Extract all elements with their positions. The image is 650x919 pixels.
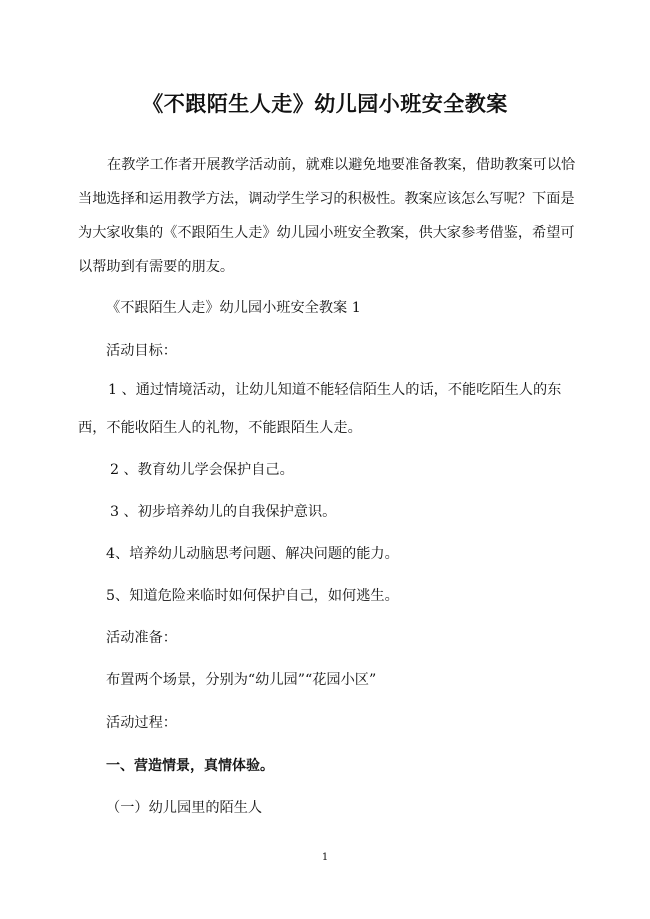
goal-item-3: 3 、初步培养幼儿的自我保护意识。	[110, 504, 337, 520]
prep-heading: 活动准备：	[106, 630, 177, 646]
intro-paragraph: 在教学工作者开展教学活动前，就难以避免地要准备教案，借助教案可以恰当地选择和运用教学方法，调动学生学习的积极性。教案应该怎么写呢？下面是为大家收集的《不跟陌生人走》幼儿园小班安全教案，供大家参考借鉴，希望可以帮助到有需要的朋友。	[78, 157, 576, 275]
subsection-heading-1: （一）幼儿园里的陌生人	[106, 800, 263, 816]
section-heading-1: 一、营造情景，真情体验。	[106, 758, 274, 774]
document-title: 《不跟陌生人走》幼儿园小班安全教案	[142, 92, 508, 116]
goals-heading: 活动目标：	[106, 343, 177, 359]
process-heading: 活动过程：	[106, 715, 177, 731]
plan-subtitle: 《不跟陌生人走》幼儿园小班安全教案 1	[106, 300, 361, 316]
goal-item-5: 5、知道危险来临时如何保护自己，如何逃生。	[106, 588, 399, 604]
goal-item-2: 2 、教育幼儿学会保护自己。	[110, 462, 294, 478]
goal-item-4: 4、培养幼儿动脑思考问题、解决问题的能力。	[106, 546, 399, 562]
prep-text: 布置两个场景，分别为“幼儿园”“花园小区”	[106, 672, 377, 688]
goal-item-1: 1 、通过情境活动，让幼儿知道不能轻信陌生人的话，不能吃陌生人的东西，不能收陌生人的礼物，不能跟陌生人走。	[78, 382, 562, 436]
page-number: 1	[321, 852, 329, 863]
